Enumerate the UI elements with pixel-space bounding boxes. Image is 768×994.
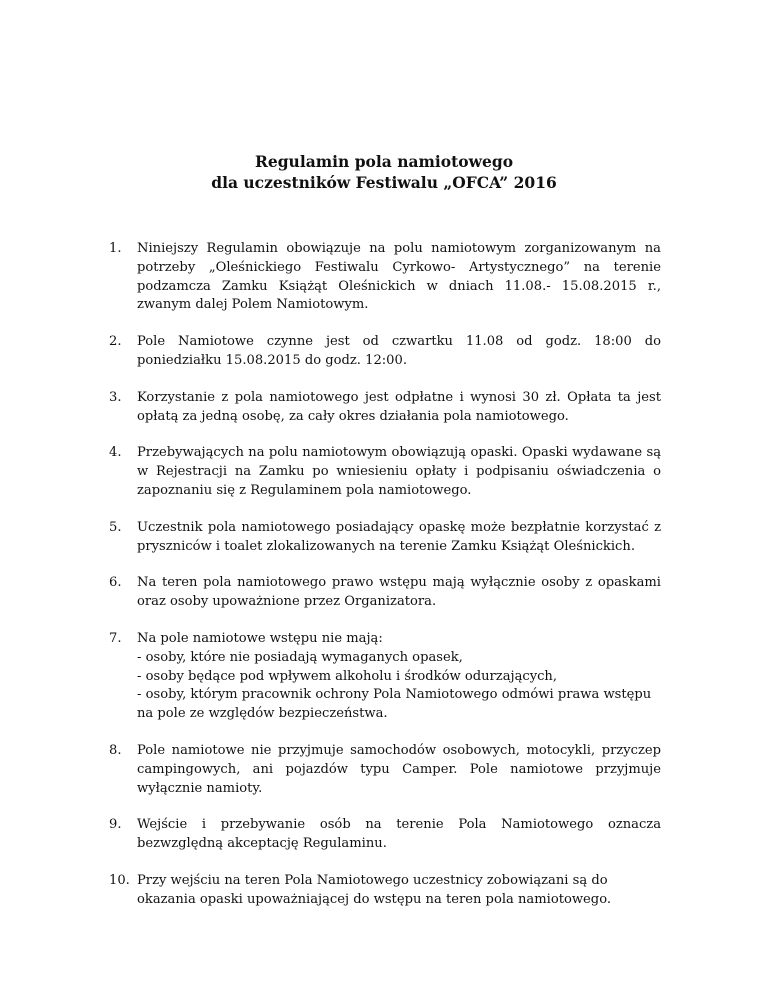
item-text: Przy wejściu na teren Pola Namiotowego uczestnicy zobowiązani są do okazania opaski upoważniającej do wstępu na teren pola namiotowego.	[137, 872, 612, 907]
item-text: Korzystanie z pola namiotowego jest odpłatne i wynosi 30 zł. Opłata ta jest opłatą za jedną osobę, za cały okres działania pola namiotowego.	[137, 389, 661, 424]
item-number: 4.	[109, 445, 122, 461]
item-number: 3.	[109, 389, 122, 405]
item-subpoint: - osoby, którym pracownik ochrony Pola Namiotowego odmówi prawa wstępu na pole ze względów bezpieczeństwa.	[137, 687, 652, 722]
item-number: 8.	[109, 742, 122, 758]
item-number: 9.	[109, 817, 122, 833]
item-number: 10.	[109, 872, 130, 888]
list-item	[109, 240, 661, 315]
title-line-2: dla uczestników Festiwalu „OFCA” 2016	[211, 173, 557, 192]
item-number: 7.	[109, 630, 122, 646]
list-item	[109, 574, 661, 612]
item-text: Wejście i przebywanie osób na terenie Pola Namiotowego oznacza bezwzględną akceptację Regulaminu.	[137, 817, 661, 852]
list-item	[109, 630, 661, 724]
item-text: Pole namiotowe nie przyjmuje samochodów osobowych, motocykli, przyczep campingowych, ani pojazdów typu Camper. Pole namiotowe przyjmuje wyłącznie namioty.	[137, 742, 661, 796]
document-title	[0, 151, 768, 193]
item-text: Pole Namiotowe czynne jest od czwartku 11.08 od godz. 18:00 do poniedziałku 15.08.2015 do godz. 12:00.	[137, 334, 661, 368]
title-line-1: Regulamin pola namiotowego	[254, 152, 514, 171]
item-text: Przebywających na polu namiotowym obowiązują opaski. Opaski wydawane są w Rejestracji na Zamku po wniesieniu opłaty i podpisaniu oświadczenia o zapoznaniu się z Regulaminem pola namiotowego.	[137, 445, 661, 498]
list-item	[109, 444, 661, 500]
item-text: Uczestnik pola namiotowego posiadający opaskę może bezpłatnie korzystać z pryszniców i toalet zlokalizowanych na terenie Zamku Książąt Oleśnickich.	[137, 519, 661, 554]
item-number: 2.	[109, 334, 122, 350]
item-subpoint: - osoby, które nie posiadają wymaganych opasek,	[137, 649, 463, 665]
item-number: 6.	[109, 575, 122, 591]
list-item	[109, 519, 661, 557]
list-item	[109, 389, 661, 427]
item-intro: Na pole namiotowe wstępu nie mają:	[137, 630, 383, 646]
item-text: Na teren pola namiotowego prawo wstępu mają wyłącznie osoby z opaskami oraz osoby upoważnione przez Organizatora.	[137, 575, 661, 610]
list-item	[109, 872, 661, 910]
regulation-list	[109, 240, 661, 928]
item-number: 1.	[109, 241, 122, 256]
item-text: Niniejszy Regulamin obowiązuje na polu namiotowym zorganizowanym na potrzeby „Oleśnickiego Festiwalu Cyrkowo- Artystycznego” na terenie podzamcza Zamku Książąt Oleśnickich w dniach 11.08.- 15.08.2015 r., zwanym dalej Polem Namiotowym.	[137, 241, 661, 313]
list-item	[109, 742, 661, 798]
item-number: 5.	[109, 519, 122, 535]
item-subpoint: - osoby będące pod wpływem alkoholu i środków odurzających,	[137, 668, 558, 684]
list-item	[109, 816, 661, 854]
list-item	[109, 333, 661, 371]
